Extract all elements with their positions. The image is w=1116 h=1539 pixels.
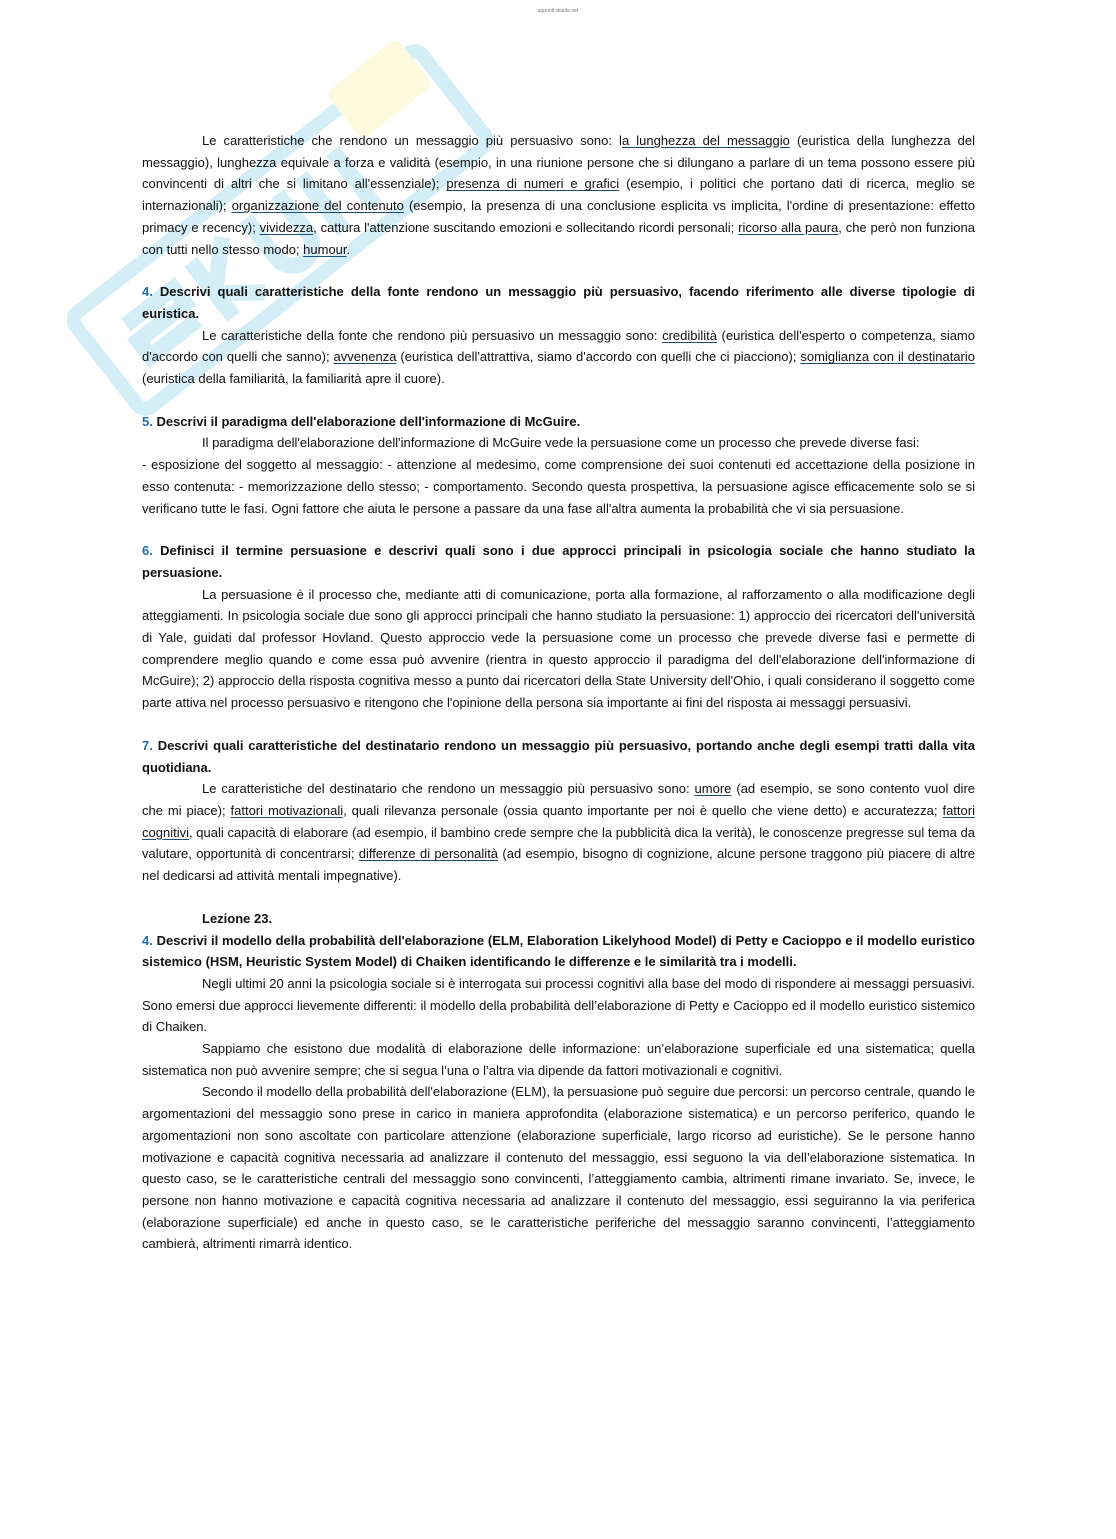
underlined-term: credibilità (662, 327, 717, 343)
text-run: , quali rilevanza personale (ossia quanto importante per noi è quello che viene detto) e accuratezza; (343, 802, 943, 818)
lesson-heading: Lezione 23. (202, 910, 273, 926)
text-run: (euristica della lunghezza del messaggio), lunghezza equivale a forza e validità (esempio, in una riunione persone che si dilungano a parlare di un tema possono essere più convincenti di altri che si limitano all'essenziale); (142, 133, 975, 192)
text-run: , che però non funziona con tutti nello stesso modo; (142, 219, 975, 257)
text-run: . (346, 241, 351, 257)
underlined-term: vividezza (259, 219, 314, 235)
text-run: , quali capacità di elaborare (ad esempio, il bambino crede sempre che la pubblicità dica la verità), le conoscenze pregresse sul tema da valutare, opportunità di concentrarsi; (142, 824, 975, 862)
question-title: Descrivi il modello della probabilità dell'elaborazione (ELM, Elaboration Likelyhood Model) di Petty e Cacioppo e il modello euristico sistemico (HSM, Heuristic System Model) di Chaiken identificando le differenze e le similarità tra i modelli. (142, 932, 975, 970)
question-number: 7. (142, 737, 153, 753)
question-title: Descrivi il paradigma dell'elaborazione dell'informazione di McGuire. (152, 413, 581, 429)
text-run: Le caratteristiche della fonte che rendono più persuasivo un messaggio sono: (202, 327, 663, 343)
underlined-term: ricorso alla paura (738, 219, 839, 235)
answer-paragraph (142, 778, 975, 887)
answer-paragraph: Il paradigma dell'elaborazione dell'informazione di McGuire vede la persuasione come un processo che prevede diverse fasi: (202, 435, 920, 451)
question-number: 6. (142, 543, 153, 559)
question-heading (142, 281, 975, 324)
underlined-term: umore (694, 781, 732, 797)
question-title: Definisci il termine persuasione e descrivi quali sono i due approcci principali in psicologia sociale che hanno studiato la persuasione. (142, 543, 975, 580)
text-run: (euristica dell'attrattiva, siamo d'accordo con quelli che ci piacciono); (396, 349, 801, 365)
question-heading (142, 930, 975, 973)
underlined-term: avvenenza (333, 349, 397, 365)
text-run: Le caratteristiche che rendono un messaggio più persuasivo sono: l (202, 133, 622, 148)
question-number: 4. (142, 284, 153, 300)
text-run: (euristica della familiarità, la familiarità apre il cuore). (142, 371, 445, 387)
text-run: (ad esempio, bisogno di cognizione, alcune persone traggono più piacere di altre nel dedicarsi ad attività mentali impegnative). (142, 846, 976, 884)
text-run: (ad esempio, se sono contento vuol dire che mi piace); (142, 781, 976, 818)
text-run: (esempio, i politici che portano dati di ricerca, meglio se internazionali); (142, 176, 975, 214)
question-heading (142, 411, 975, 433)
document-page (142, 130, 975, 1255)
underlined-term: differenze di personalità (358, 846, 499, 862)
question-title: Descrivi quali caratteristiche della fonte rendono un messaggio più persuasivo, facendo riferimento alle diverse tipologie di euristica. (142, 284, 975, 321)
underlined-term: a lunghezza del messaggio (621, 133, 790, 148)
question-heading (142, 735, 975, 778)
question-number: 4. (142, 932, 153, 948)
text-run: (euristica dell'esperto o competenza, siamo d'accordo con quelli che sanno); (142, 327, 975, 365)
page-header-mark: appunti skuola.net (537, 8, 579, 14)
underlined-term: fattori cognitivi (142, 802, 975, 840)
text-run: , cattura l'attenzione suscitando emozioni e sollecitando ricordi personali; (313, 219, 739, 235)
answer-paragraph: Sappiamo che esistono due modalità di elaborazione delle informazione: un’elaborazione superficiale ed una sistematica; quella sistematica non può avvenire sempre; che si segua l’una o l’altra via dipende da fattori motivazionali e cognitivi. (142, 1041, 975, 1078)
text-run: Le caratteristiche del destinatario che rendono un messaggio più persuasivo sono: (202, 781, 695, 797)
underlined-term: presenza di numeri e grafici (446, 176, 620, 192)
underlined-term: somiglianza con il destinatario (800, 349, 975, 365)
text-run: (esempio, la presenza di una conclusione esplicita vs implicita, l'ordine di presentazione: effetto primacy e recency); (142, 198, 976, 235)
question-title: Descrivi quali caratteristiche del destinatario rendono un messaggio più persuasivo, portando anche degli esempi tratti dalla vita quotidiana. (142, 737, 975, 775)
intro-paragraph (142, 130, 975, 260)
underlined-term: humour (303, 241, 347, 257)
answer-paragraph (142, 325, 975, 390)
answer-paragraph: - esposizione del soggetto al messaggio: - attenzione al medesimo, come comprensione dei suoi contenuti ed accettazione della posizione in esso contenuta: - memorizzazione dello stesso; - comportamento. Secondo questa prospettiva, la persuasione agisce efficacemente solo se si verificano tutte le fasi. Ogni fattore che aiuta le persone a passare da una fase all'altra aumenta la probabilità che vi sia persuasione. (142, 457, 975, 516)
answer-paragraph: Secondo il modello della probabilità dell'elaborazione (ELM), la persuasione può seguire due percorsi: un percorso centrale, quando le argomentazioni del messaggio sono prese in carico in maniera approfondita (elaborazione sistematica) e un percorso periferico, quando le argomentazioni non sono ascoltate con particolare attenzione (elaborazione superficiale, largo ricorso ad euristiche). Se le persone hanno motivazione e capacità cognitiva necessaria ad analizzare il contenuto del messaggio, essi seguono la via dell’elaborazione sistematica. In questo caso, se le caratteristiche centrali del messaggio sono convincenti, l’atteggiamento cambia, altrimenti rimane invariato. Se, invece, le persone non hanno motivazione e capacità cognitiva necessaria ad analizzare il contenuto del messaggio, essi seguiranno la via periferica (elaborazione superficiale) ed anche in questo caso, se le caratteristiche periferiche del messaggio saranno convincenti, l’atteggiamento cambierà, altrimenti rimarrà identico. (142, 1084, 975, 1252)
question-number: 5. (142, 413, 153, 429)
answer-paragraph: Negli ultimi 20 anni la psicologia sociale si è interrogata sui processi cognitivi alla base del modo di rispondere ai messaggi persuasivi. Sono emersi due approcci lievemente differenti: il modello della probabilità dell’elaborazione di Petty e Cacioppo ed il modello euristico sistemico di Chaiken. (142, 975, 975, 1035)
answer-paragraph: La persuasione è il processo che, mediante atti di comunicazione, porta alla formazione, al rafforzamento o alla modificazione degli atteggiamenti. In psicologia sociale due sono gli approcci principali che hanno studiato la persuasione: 1) approccio dei ricercatori dell'università di Yale, guidati dal professor Hovland. Questo approccio vede la persuasione come un processo che prevede diverse fasi e permette di comprendere meglio quando e come essa può avvenire (rientra in questo approccio il paradigma del dell'elaborazione dell'informazione di McGuire); 2) approccio della risposta cognitiva messo a punto dai ricercatori della State University dell'Ohio, i quali considerano il soggetto come parte attiva nel processo persuasivo e ritengono che l'opinione della persona sia importante ai fini del risposta ai messaggi persuasivi. (142, 586, 975, 711)
underlined-term: fattori motivazionali (230, 802, 344, 818)
underlined-term: organizzazione del contenuto (231, 198, 404, 214)
question-heading (142, 540, 975, 583)
